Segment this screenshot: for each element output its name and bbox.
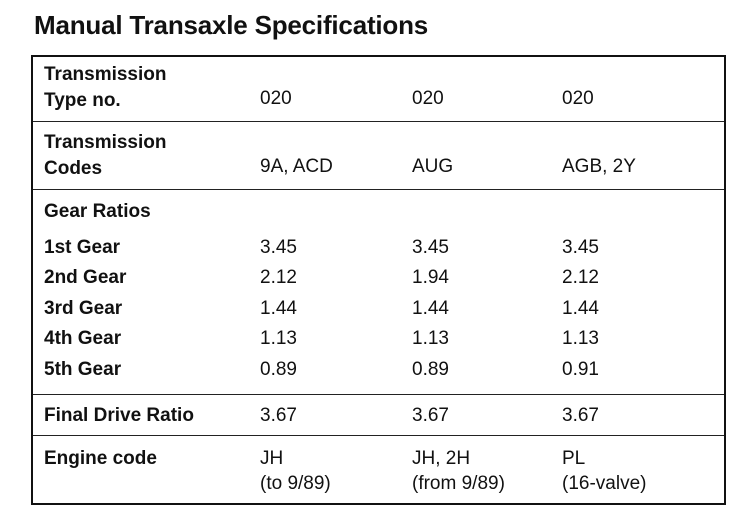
gear-row-value: 0.89: [260, 359, 297, 380]
final-drive-value: 3.67: [562, 405, 599, 426]
gear-row-label: 1st Gear: [44, 237, 121, 258]
codes-value: AGB, 2Y: [562, 156, 636, 177]
gear-row-label: 2nd Gear: [44, 267, 127, 288]
specifications-table: [31, 55, 726, 505]
row-divider: [33, 189, 724, 190]
gear-row-value: 3.45: [562, 237, 599, 258]
gear-row-label: 4th Gear: [44, 328, 122, 349]
final-drive-value: 3.67: [412, 405, 449, 426]
gear-row-value: 1.94: [412, 267, 449, 288]
engine-code-value: JH, 2H: [412, 448, 471, 469]
engine-code-note: (16-valve): [562, 473, 647, 494]
row-divider: [33, 121, 724, 122]
gear-row-value: 1.13: [562, 328, 599, 349]
engine-code-note: (to 9/89): [260, 473, 331, 494]
engine-code-label: Engine code: [44, 448, 157, 469]
type-value: 020: [412, 88, 444, 109]
gear-ratios-heading: Gear Ratios: [44, 201, 151, 222]
gear-row-value: 2.12: [260, 267, 297, 288]
type-label-line1: Transmission: [44, 64, 167, 85]
gear-row-value: 1.13: [260, 328, 297, 349]
gear-row-value: 1.44: [260, 298, 297, 319]
gear-row-value: 1.13: [412, 328, 449, 349]
gear-row-value: 0.89: [412, 359, 449, 380]
codes-value: AUG: [412, 156, 454, 177]
page-title: Manual Transaxle Specifications: [34, 10, 429, 40]
gear-row-label: 3rd Gear: [44, 298, 123, 319]
row-divider: [33, 435, 724, 436]
type-value: 020: [562, 88, 594, 109]
codes-value: 9A, ACD: [260, 156, 333, 177]
type-value: 020: [260, 88, 292, 109]
final-drive-label: Final Drive Ratio: [44, 405, 194, 426]
engine-code-value: JH: [260, 448, 284, 469]
gear-row-value: 1.44: [412, 298, 449, 319]
gear-row-value: 1.44: [562, 298, 599, 319]
gear-row-value: 0.91: [562, 359, 599, 380]
gear-row-value: 3.45: [260, 237, 297, 258]
gear-row-value: 3.45: [412, 237, 449, 258]
gear-row-value: 2.12: [562, 267, 599, 288]
gear-row-label: 5th Gear: [44, 359, 122, 380]
type-label-line2: Type no.: [44, 90, 121, 111]
engine-code-value: PL: [562, 448, 586, 469]
row-divider: [33, 394, 724, 395]
final-drive-value: 3.67: [260, 405, 297, 426]
codes-label-line2: Codes: [44, 158, 103, 179]
codes-label-line1: Transmission: [44, 132, 167, 153]
engine-code-note: (from 9/89): [412, 473, 505, 494]
